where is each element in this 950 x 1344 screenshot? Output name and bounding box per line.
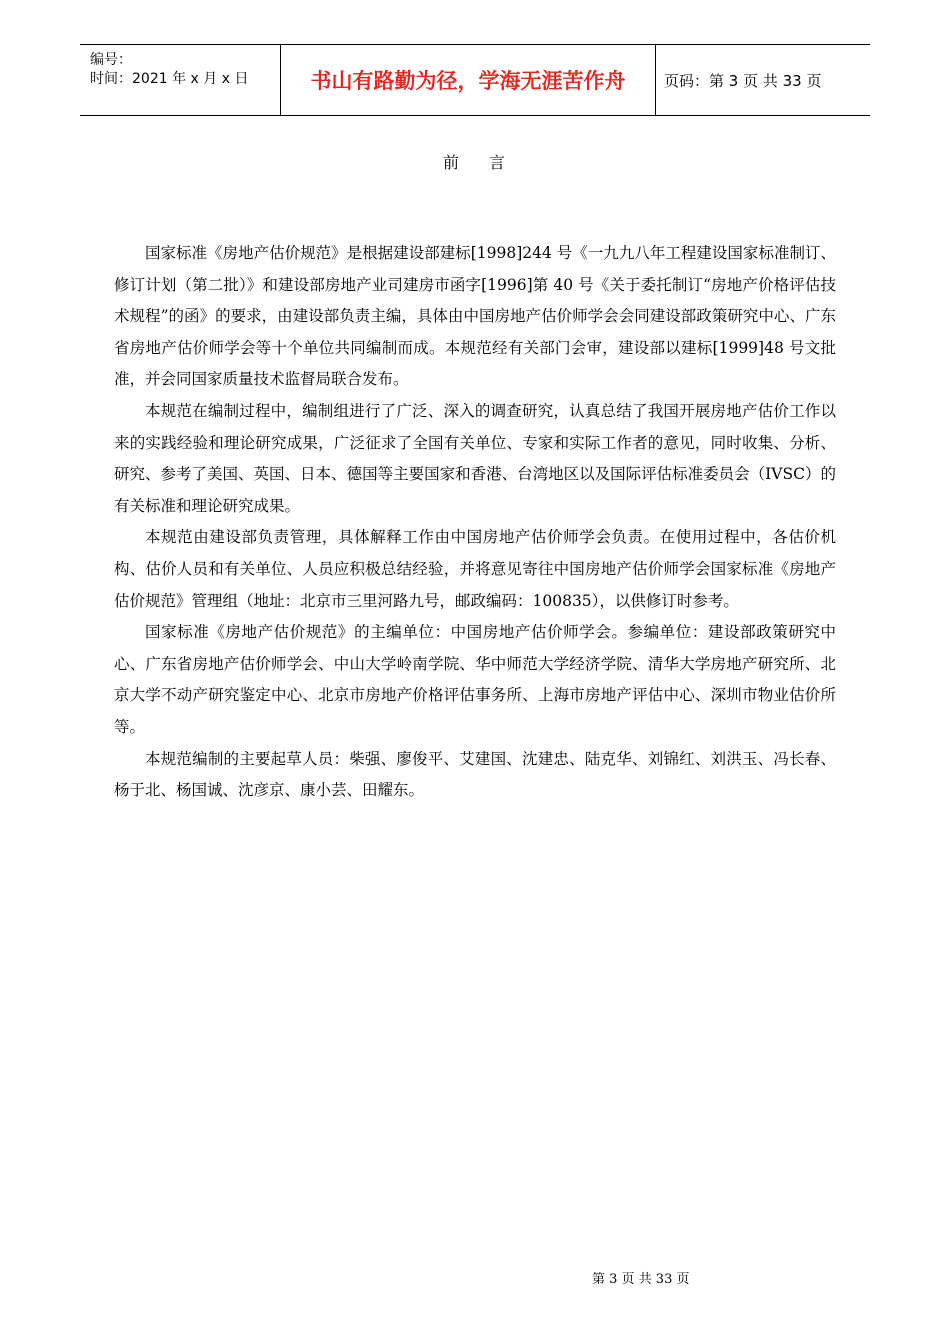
header-meta [80,45,280,121]
paragraph: 本规范编制的主要起草人员：柴强、廖俊平、艾建国、沈建忠、陆克华、刘锦红、刘洪玉、冯长春、杨于北、杨国诚、沈彦京、康小芸、田耀东。 [114,749,836,800]
section-title-char-2: 言 [489,153,508,172]
paragraph: 本规范在编制过程中，编制组进行了广泛、深入的调查研究，认真总结了我国开展房地产估价工作以来的实践经验和理论研究成果，广泛征求了全国有关单位、专家和实际工作者的意见，同时收集、分析、研究、参考了美国、英国、日本、德国等主要国家和香港、台湾地区以及国际评估标准委员会（IVSC）的有关标准和理论研究成果。 [114,401,836,515]
document-number-label: 编号： [90,52,132,68]
document-time-label: 时间：2021 年 x 月 x 日 [90,71,249,87]
header-page-info: 页码：第 3 页 共 33 页 [664,71,822,90]
section-title [0,150,950,173]
header-motto: 书山有路勤为径，学海无涯苦作舟 [280,45,656,115]
paragraph: 国家标准《房地产估价规范》的主编单位：中国房地产估价师学会。参编单位：建设部政策研究中心、广东省房地产估价师学会、中山大学岭南学院、华中师范大学经济学院、清华大学房地产研究所、北京大学不动产研究鉴定中心、北京市房地产价格评估事务所、上海市房地产评估中心、深圳市物业估价所等。 [114,623,836,736]
body-text [114,238,836,807]
paragraph: 国家标准《房地产估价规范》是根据建设部建标[1998]244 号《一九九八年工程建设国家标准制订、修订计划（第二批）》和建设部房地产业司建房市函字[1996]第 40 号《关于委托制订“房地产价格评估技术规程”的函》的要求，由建设部负责主编，具体由中国房地产估价师学会会同建设部政策研究中心、广东省房地产估价师学会等十个单位共同编制而成。本规范经有关部门会审，建设部以建标[1999]48 号文批准，并会同国家质量技术监督局联合发布。 [114,244,836,389]
section-title-char-1: 前 [442,153,461,172]
paragraph: 本规范由建设部负责管理，具体解释工作由中国房地产估价师学会负责。在使用过程中，各估价机构、估价人员和有关单位、人员应积极总结经验，并将意见寄往中国房地产估价师学会国家标准《房地产估价规范》管理组（地址：北京市三里河路九号，邮政编码：100835），以供修订时参考。 [114,528,836,610]
footer-page-number: 第 3 页 共 33 页 [592,1272,690,1287]
page-header [80,44,870,116]
